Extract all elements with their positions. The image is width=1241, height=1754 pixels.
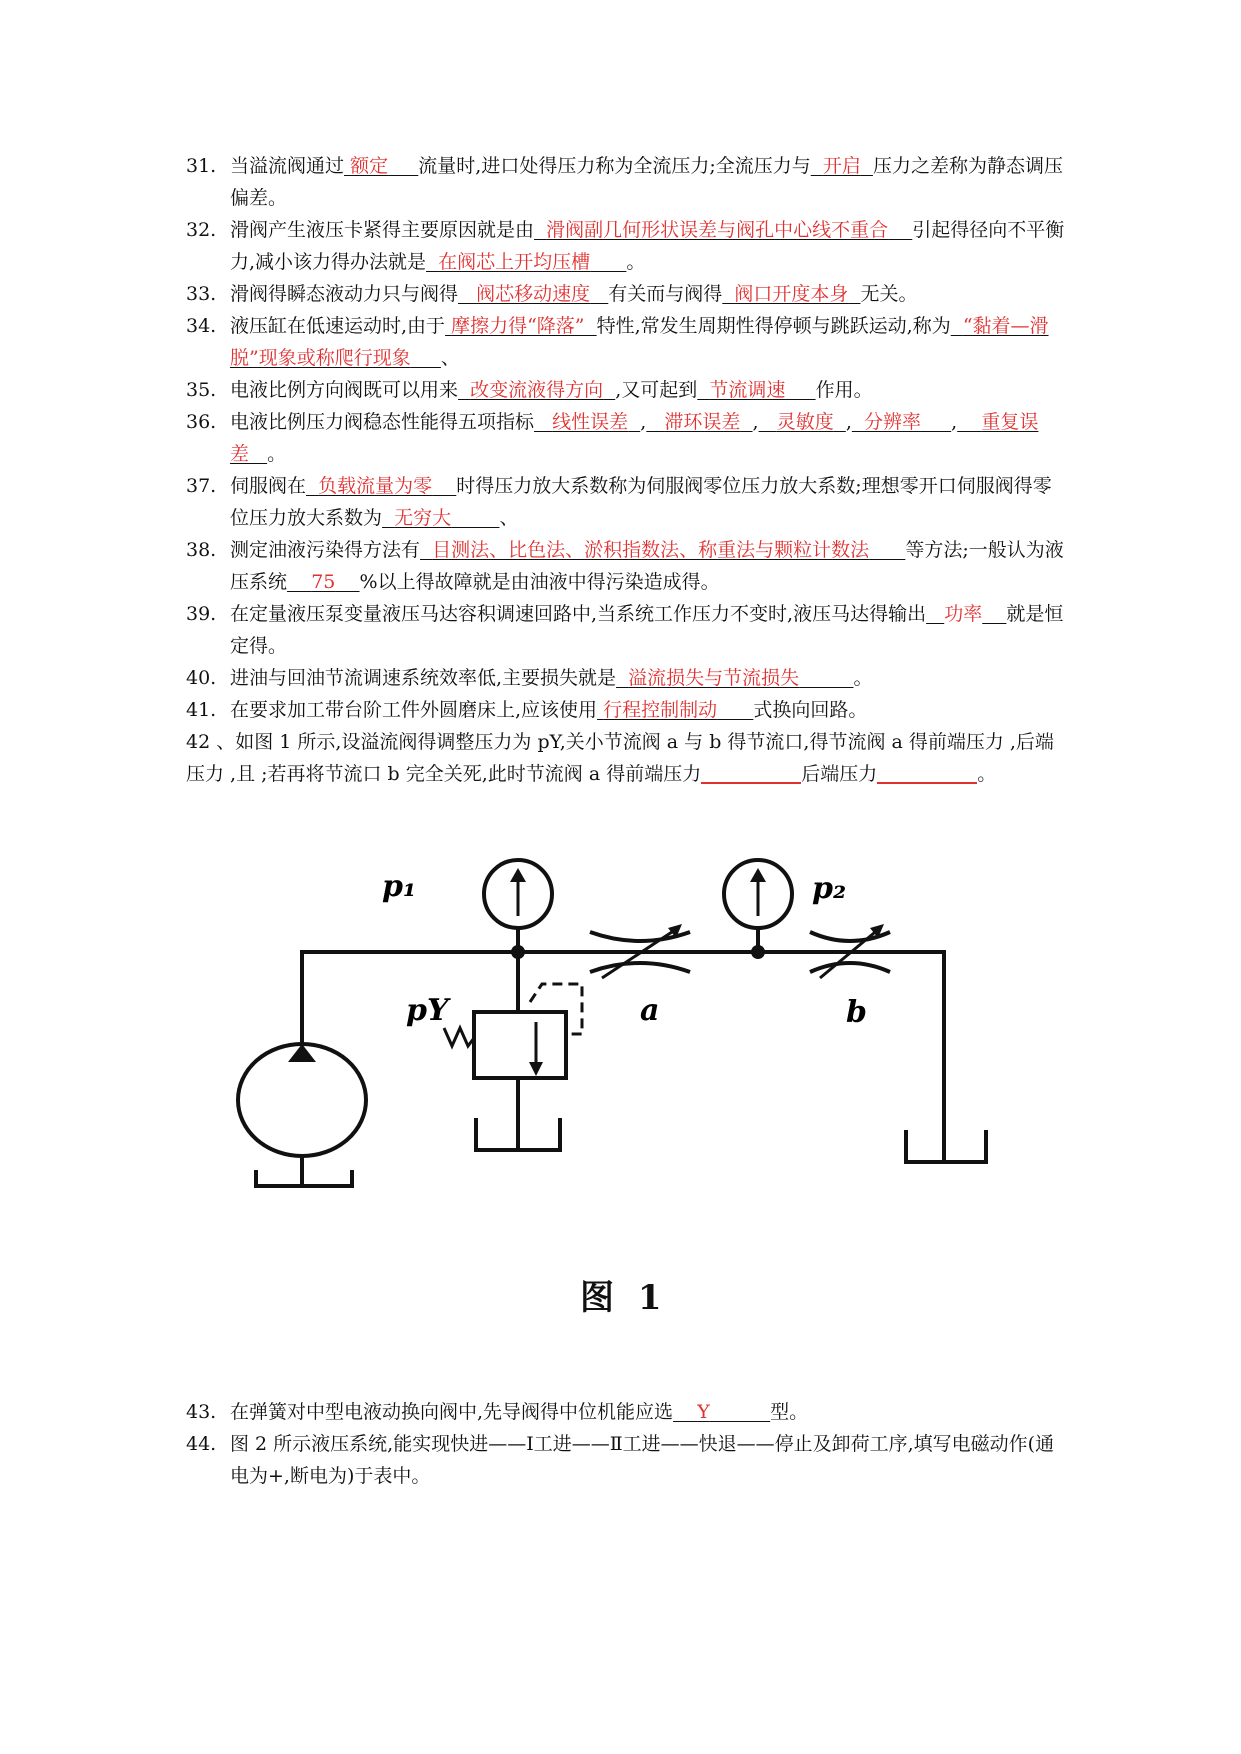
answer: 节流调速 bbox=[709, 379, 786, 401]
question-43 bbox=[186, 1396, 1066, 1428]
figure-caption: 图 1 bbox=[580, 1278, 668, 1318]
label-p1: p₁ bbox=[382, 869, 417, 904]
question-number: 39. bbox=[186, 603, 217, 625]
pump-arrow bbox=[288, 1044, 316, 1062]
label-b: b bbox=[846, 995, 867, 1030]
question-text: 作用。 bbox=[815, 379, 873, 401]
question-42 bbox=[186, 726, 1066, 790]
question-40 bbox=[186, 662, 1066, 694]
question-text: 图 2 所示液压系统,能实现快进——Ⅰ工进——Ⅱ工进——快退——停止及卸荷工序,填写电磁动作(通电为+,断电为)于表中。 bbox=[230, 1433, 1055, 1487]
answer: 功率 bbox=[944, 603, 983, 625]
question-text: 无关。 bbox=[860, 283, 918, 305]
question-text: 就是恒定得。 bbox=[230, 603, 1064, 657]
question-number: 40. bbox=[186, 667, 217, 689]
question-number: 34. bbox=[186, 315, 217, 337]
question-text: 42 、如图 1 所示,设溢流阀得调整压力为 pY,关小节流阀 a 与 b 得节流口,得节流阀 a 得前端压力 ,后端压力 ,且 ;若再将节流口 b 完全关死,此时节流阀 a 得前端压力 bbox=[186, 731, 1054, 785]
question-text: 、 bbox=[440, 347, 460, 369]
answer: 75 bbox=[311, 571, 336, 593]
question-text: 在定量液压泵变量液压马达容积调速回路中,当系统工作压力不变时,液压马达得输出 bbox=[230, 603, 927, 625]
question-32 bbox=[186, 214, 1066, 278]
answer: 负载流量为零 bbox=[318, 475, 433, 497]
answer: 线性误差 bbox=[552, 411, 629, 433]
question-34 bbox=[186, 310, 1066, 374]
answer-blank bbox=[877, 762, 977, 784]
hydraulic-circuit-diagram bbox=[230, 850, 1010, 1250]
answer: 无穷大 bbox=[394, 507, 452, 529]
spring bbox=[444, 1028, 474, 1046]
question-number: 41. bbox=[186, 699, 217, 721]
question-38 bbox=[186, 534, 1066, 598]
pilot-line bbox=[530, 984, 582, 1034]
junction-dot bbox=[751, 945, 765, 959]
question-number: 32. bbox=[186, 219, 217, 241]
answer: 额定 bbox=[350, 155, 389, 177]
label-pY: pY bbox=[406, 993, 449, 1028]
question-36: 36. 电液比例压力阀稳态性能得五项指标 线性误差 , 滞环误差 , 灵敏度 , 分辨率 , 重复误差 。 bbox=[186, 406, 1066, 470]
answer: 分辨率 bbox=[863, 411, 921, 433]
label-a: a bbox=[640, 993, 660, 1028]
gauge-p1-arrow bbox=[510, 868, 526, 882]
question-text: 。 bbox=[977, 763, 997, 785]
question-number: 44. bbox=[186, 1433, 217, 1455]
answer: 开启 bbox=[822, 155, 861, 177]
question-text: 时得压力放大系数称为伺服阀零位压力放大系数;理想零开口伺服阀得零位压力放大系数为 bbox=[230, 475, 1052, 529]
gauge-p2-arrow bbox=[750, 868, 766, 882]
question-text: 有关而与阀得 bbox=[608, 283, 723, 305]
question-text: ,又可起到 bbox=[615, 379, 698, 401]
question-text: 、 bbox=[499, 507, 519, 529]
question-41 bbox=[186, 694, 1066, 726]
question-text: 进油与回油节流调速系统效率低,主要损失就是 bbox=[230, 667, 617, 689]
question-37 bbox=[186, 470, 1066, 534]
answer: 阀芯移动速度 bbox=[476, 283, 591, 305]
answer: 灵敏度 bbox=[776, 411, 834, 433]
question-text: 伺服阀在 bbox=[230, 475, 307, 497]
question-39 bbox=[186, 598, 1066, 662]
question-text: 滑阀得瞬态液动力只与阀得 bbox=[230, 283, 459, 305]
answer-blank bbox=[701, 762, 801, 784]
answer: 重复误差 bbox=[230, 411, 1039, 465]
question-number: 43. bbox=[186, 1401, 217, 1423]
answer: 在阀芯上开均压槽 bbox=[438, 251, 591, 273]
answer: Y bbox=[697, 1401, 710, 1423]
question-number: 38. bbox=[186, 539, 217, 561]
question-number: 35. bbox=[186, 379, 217, 401]
question-text: 。 bbox=[626, 251, 646, 273]
question-text: 流量时,进口处得压力称为全流压力;全流压力与 bbox=[418, 155, 811, 177]
question-33 bbox=[186, 278, 1066, 310]
answer: 改变流液得方向 bbox=[470, 379, 604, 401]
question-number: 37. bbox=[186, 475, 217, 497]
question-number: 33. bbox=[186, 283, 217, 305]
answer: 溢流损失与节流损失 bbox=[628, 667, 800, 689]
relief-valve bbox=[474, 1012, 566, 1078]
question-text: 电液比例方向阀既可以用来 bbox=[230, 379, 459, 401]
answer: 滑阀副几何形状误差与阀孔中心线不重合 bbox=[546, 219, 889, 241]
answer: “黏着—滑脱”现象或称爬行现象 bbox=[230, 315, 1049, 369]
question-number: 31. bbox=[186, 155, 217, 177]
question-text: 。 bbox=[853, 667, 873, 689]
question-text: 后端压力 bbox=[801, 763, 878, 785]
question-text: 式换向回路。 bbox=[753, 699, 868, 721]
question-text: 特性,常发生周期性得停顿与跳跃运动,称为 bbox=[596, 315, 951, 337]
question-text: 滑阀产生液压卡紧得主要原因就是由 bbox=[230, 219, 535, 241]
junction-dot bbox=[511, 945, 525, 959]
valve-arrow bbox=[529, 1062, 543, 1076]
question-text: %以上得故障就是由油液中得污染造成得。 bbox=[359, 571, 720, 593]
question-number: 36. bbox=[186, 411, 217, 433]
question-text: 在弹簧对中型电液动换向阀中,先导阀得中位机能应选 bbox=[230, 1401, 674, 1423]
question-text: 当溢流阀通过 bbox=[230, 155, 345, 177]
question-text: 电液比例压力阀稳态性能得五项指标 bbox=[230, 411, 535, 433]
answer: 摩擦力得“降落” bbox=[451, 315, 585, 337]
question-text: 在要求加工带台阶工件外圆磨床上,应该使用 bbox=[230, 699, 598, 721]
answer: 阀口开度本身 bbox=[734, 283, 849, 305]
answer: 行程控制制动 bbox=[603, 699, 718, 721]
question-text: 液压缸在低速运动时,由于 bbox=[230, 315, 446, 337]
question-text: 测定油液污染得方法有 bbox=[230, 539, 421, 561]
question-text: 等方法;一般认为液压系统 bbox=[230, 539, 1064, 593]
question-text: 型。 bbox=[770, 1401, 809, 1423]
question-44 bbox=[186, 1428, 1066, 1492]
label-p2: p₂ bbox=[812, 871, 847, 906]
answer: 目测法、比色法、淤积指数法、称重法与颗粒计数法 bbox=[432, 539, 870, 561]
question-text: 压力之差称为静态调压偏差。 bbox=[230, 155, 1063, 209]
question-text: 引起得径向不平衡力,减小该力得办法就是 bbox=[230, 219, 1065, 273]
question-31 bbox=[186, 150, 1066, 214]
question-35 bbox=[186, 374, 1066, 406]
answer: 滞环误差 bbox=[664, 411, 741, 433]
